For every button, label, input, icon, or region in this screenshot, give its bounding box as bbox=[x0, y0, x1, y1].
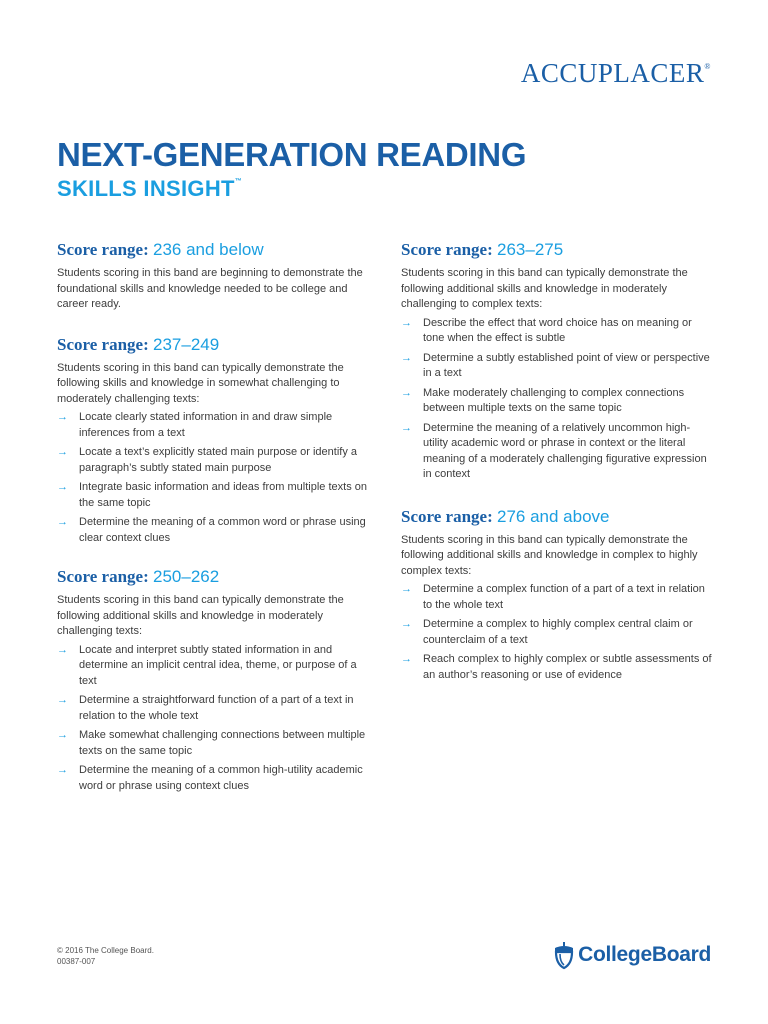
list-item: → Integrate basic information and ideas from multiple texts on the same topic bbox=[57, 481, 367, 509]
score-range-heading: Score range: 276 and above bbox=[401, 506, 610, 526]
arrow-right-icon: → bbox=[401, 421, 412, 434]
collegeboard-logo: CollegeBoard bbox=[553, 940, 711, 970]
skills-list bbox=[57, 643, 369, 795]
page-subtitle: SKILLS INSIGHT™ bbox=[57, 176, 243, 201]
arrow-right-icon: → bbox=[401, 618, 412, 630]
acorn-icon bbox=[553, 940, 575, 970]
score-range-heading: Score range: 250–262 bbox=[57, 567, 220, 586]
arrow-right-icon: → bbox=[57, 516, 68, 528]
arrow-right-icon: → bbox=[401, 316, 412, 329]
list-item: → Describe the effect that word choice has on meaning or tone when the effect is subtle bbox=[401, 316, 692, 344]
section-intro: Students scoring in this band can typically demonstrate the following skills and knowledge in somewhat challenging to moderately challenging texts: bbox=[57, 361, 344, 405]
score-range-heading: Score range: 236 and below bbox=[57, 240, 264, 259]
list-item: → Locate clearly stated information in and draw simple inferences from a text bbox=[57, 411, 333, 439]
arrow-right-icon: → bbox=[401, 351, 412, 364]
arrow-right-icon: → bbox=[57, 729, 68, 741]
list-item: → Make somewhat challenging connections between multiple texts on the same topic bbox=[57, 729, 366, 757]
copyright-notice: © 2016 The College Board. 00387-007 bbox=[57, 946, 154, 966]
list-item: → Locate a text’s explicitly stated main purpose or identify a paragraph’s subtly stated main purpose bbox=[57, 446, 358, 474]
arrow-right-icon: → bbox=[401, 386, 412, 399]
score-section-263-275 bbox=[401, 240, 713, 483]
arrow-right-icon: → bbox=[57, 643, 68, 656]
section-intro: Students scoring in this band can typically demonstrate the following additional skills and knowledge in complex to highly complex texts: bbox=[401, 533, 698, 577]
score-section-237-249 bbox=[57, 335, 369, 547]
right-column bbox=[401, 240, 713, 702]
skills-list bbox=[57, 410, 369, 546]
arrow-right-icon: → bbox=[57, 764, 68, 776]
section-intro: Students scoring in this band can typically demonstrate the following additional skills and knowledge in moderately challenging to complex texts: bbox=[401, 267, 688, 310]
arrow-right-icon: → bbox=[401, 653, 412, 665]
score-section-250-262 bbox=[57, 567, 369, 794]
score-range-heading: Score range: 237–249 bbox=[57, 334, 220, 354]
arrow-right-icon: → bbox=[57, 411, 68, 423]
page-title: NEXT-GENERATION READING bbox=[57, 136, 527, 173]
list-item: → Reach complex to highly complex or subtle assessments of an author’s reasoning or use of evidence bbox=[401, 653, 712, 681]
score-section-276-above bbox=[401, 507, 713, 684]
arrow-right-icon: → bbox=[57, 446, 68, 458]
score-range-heading: Score range: 263–275 bbox=[401, 240, 564, 259]
skills-list bbox=[401, 316, 713, 483]
left-column bbox=[57, 240, 369, 813]
list-item: → Locate and interpret subtly stated information in and determine an implicit central idea, theme, or purpose of a text bbox=[57, 643, 357, 687]
list-item: → Make moderately challenging to complex connections between multiple texts on the same topic bbox=[401, 386, 685, 414]
arrow-right-icon: → bbox=[57, 481, 68, 493]
list-item: → Determine a straightforward function of a part of a text in relation to the whole text bbox=[57, 694, 354, 722]
arrow-right-icon: → bbox=[57, 694, 68, 706]
list-item: → Determine a complex function of a part of a text in relation to the whole text bbox=[401, 583, 705, 611]
skills-list bbox=[401, 582, 713, 683]
list-item: → Determine the meaning of a common word or phrase using clear context clues bbox=[57, 516, 366, 544]
arrow-right-icon: → bbox=[401, 583, 412, 595]
list-item: → Determine a complex to highly complex central claim or counterclaim of a text bbox=[401, 618, 693, 646]
accuplacer-logo: ACCUPLACER® bbox=[520, 58, 711, 88]
list-item: → Determine the meaning of a relatively uncommon high-utility academic word or phrase in context or the literal meaning of a moderately challenging figurative expression in context bbox=[401, 421, 707, 480]
list-item: → Determine the meaning of a common high-utility academic word or phrase using context clues bbox=[57, 764, 363, 792]
section-intro: Students scoring in this band can typically demonstrate the following additional skills and knowledge in moderately challenging texts: bbox=[57, 594, 344, 637]
section-intro: Students scoring in this band are beginning to demonstrate the foundational skills and knowledge needed to be college and career ready. bbox=[57, 267, 363, 310]
score-section-236-below bbox=[57, 240, 369, 313]
list-item: → Determine a subtly established point of view or perspective in a text bbox=[401, 351, 710, 379]
